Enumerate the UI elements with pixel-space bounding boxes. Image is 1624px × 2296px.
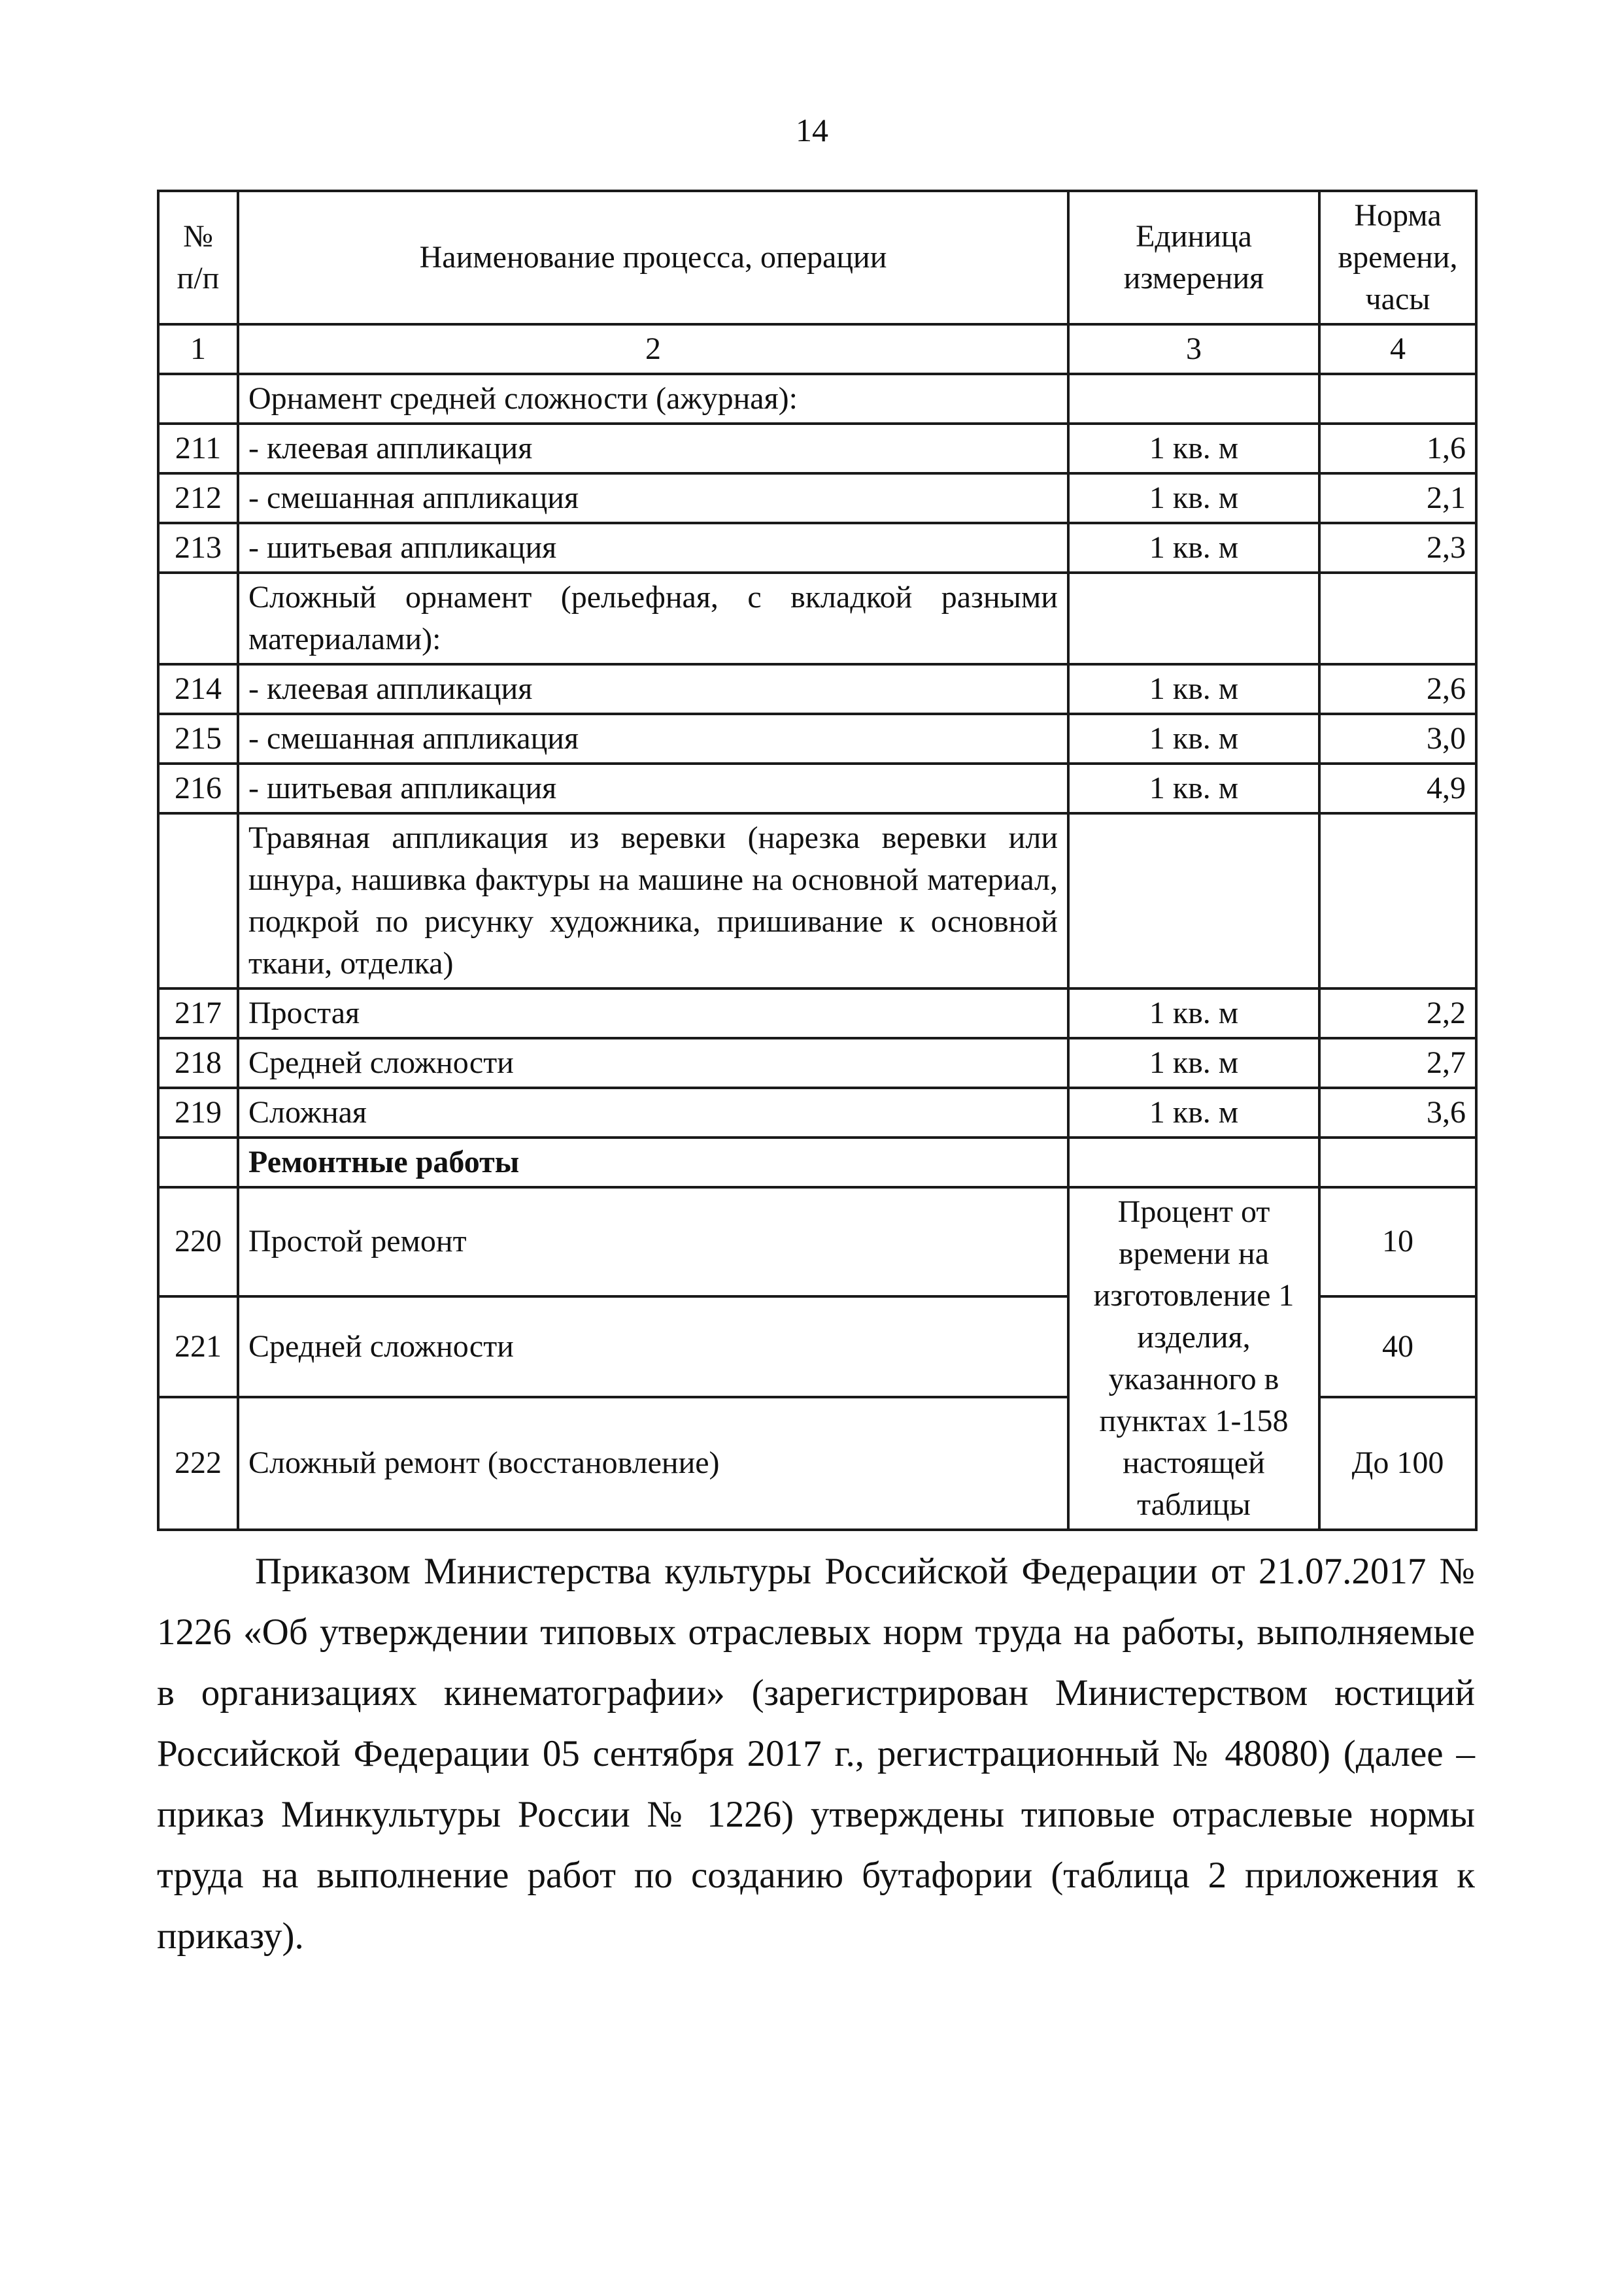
row-num: 212 (158, 473, 238, 523)
header-name: Наименование процесса, операции (238, 191, 1068, 324)
row-name: - клеевая аппликация (238, 424, 1068, 473)
row-norm: 2,2 (1319, 988, 1476, 1038)
repair-unit-merged: Процент от времени на изготовление 1 изделия, указанного в пунктах 1-158 настоящей таблицы (1068, 1187, 1319, 1530)
row-norm: 3,0 (1319, 714, 1476, 764)
row-name: - клеевая аппликация (238, 664, 1068, 714)
row-num: 221 (158, 1296, 238, 1397)
index-4: 4 (1319, 324, 1476, 374)
row-num: 219 (158, 1088, 238, 1138)
row-name: - смешанная аппликация (238, 714, 1068, 764)
row-num: 213 (158, 523, 238, 573)
row-name: Простая (238, 988, 1068, 1038)
row-unit: 1 кв. м (1068, 424, 1319, 473)
row-num: 211 (158, 424, 238, 473)
row-name: Орнамент средней сложности (ажурная): (238, 374, 1068, 424)
row-name: - шитьевая аппликация (238, 764, 1068, 813)
row-unit: 1 кв. м (1068, 764, 1319, 813)
table-row (158, 424, 1476, 473)
row-name: Сложный орнамент (рельефная, с вкладкой разными материалами): (238, 573, 1068, 664)
table-index-row (158, 324, 1476, 374)
section-title-repair: Ремонтные работы (238, 1138, 1068, 1187)
table-header-row (158, 191, 1476, 324)
row-unit: 1 кв. м (1068, 523, 1319, 573)
row-unit: 1 кв. м (1068, 664, 1319, 714)
row-unit: 1 кв. м (1068, 714, 1319, 764)
page-number: 14 (796, 112, 828, 148)
body-paragraph: Приказом Министерства культуры Российской Федерации от 21.07.2017 № 1226 «Об утверждении типовых отраслевых норм труда на работы, выполняемые в организациях кинематографии» (зарегистрирован Министерством юстиций Российской Федерации 05 сентября 2017 г., регистрационный № 48080) (далее – приказ Минкультуры России № 1226) утверждены типовые отраслевые нормы труда на выполнение работ по созданию бутафории (таблица 2 приложения к приказу). (157, 1551, 1475, 1957)
row-norm: 2,6 (1319, 664, 1476, 714)
row-num: 216 (158, 764, 238, 813)
row-unit (1068, 1138, 1319, 1187)
row-num (158, 813, 238, 988)
row-name: Средней сложности (238, 1038, 1068, 1088)
row-num: 222 (158, 1397, 238, 1530)
table-row (158, 714, 1476, 764)
row-num (158, 374, 238, 424)
row-norm: 10 (1319, 1187, 1476, 1296)
row-norm: 2,3 (1319, 523, 1476, 573)
row-name: Сложная (238, 1088, 1068, 1138)
table-row (158, 1187, 1476, 1296)
table-row (158, 1088, 1476, 1138)
row-name: Средней сложности (238, 1296, 1068, 1397)
index-3: 3 (1068, 324, 1319, 374)
table-row (158, 988, 1476, 1038)
header-unit: Единица измерения (1068, 191, 1319, 324)
row-norm (1319, 573, 1476, 664)
row-num: 217 (158, 988, 238, 1038)
index-1: 1 (158, 324, 238, 374)
table-row (158, 813, 1476, 988)
table-row (158, 374, 1476, 424)
table-row (158, 523, 1476, 573)
row-num (158, 573, 238, 664)
row-unit (1068, 573, 1319, 664)
row-norm: 4,9 (1319, 764, 1476, 813)
table-row (158, 664, 1476, 714)
row-name: Простой ремонт (238, 1187, 1068, 1296)
row-unit (1068, 374, 1319, 424)
row-unit: 1 кв. м (1068, 1038, 1319, 1088)
row-num: 218 (158, 1038, 238, 1088)
row-num (158, 1138, 238, 1187)
row-name: - шитьевая аппликация (238, 523, 1068, 573)
row-norm: 2,7 (1319, 1038, 1476, 1088)
row-norm (1319, 1138, 1476, 1187)
row-name: - смешанная аппликация (238, 473, 1068, 523)
index-2: 2 (238, 324, 1068, 374)
row-name: Сложный ремонт (восстановление) (238, 1397, 1068, 1530)
row-num: 220 (158, 1187, 238, 1296)
row-name: Травяная аппликация из веревки (нарезка веревки или шнура, нашивка фактуры на машине на основной материал, подкрой по рисунку художника, пришивание к основной ткани, отделка) (238, 813, 1068, 988)
table-row (158, 1038, 1476, 1088)
table-row (158, 473, 1476, 523)
row-norm: 40 (1319, 1296, 1476, 1397)
header-norm: Норма времени, часы (1319, 191, 1476, 324)
header-num: № п/п (158, 191, 238, 324)
row-unit: 1 кв. м (1068, 988, 1319, 1038)
row-norm: До 100 (1319, 1397, 1476, 1530)
row-unit: 1 кв. м (1068, 1088, 1319, 1138)
table-row (158, 764, 1476, 813)
row-norm (1319, 374, 1476, 424)
row-num: 215 (158, 714, 238, 764)
table-row (158, 573, 1476, 664)
row-unit (1068, 813, 1319, 988)
row-norm: 2,1 (1319, 473, 1476, 523)
row-norm: 1,6 (1319, 424, 1476, 473)
row-norm (1319, 813, 1476, 988)
row-norm: 3,6 (1319, 1088, 1476, 1138)
row-unit: 1 кв. м (1068, 473, 1319, 523)
row-num: 214 (158, 664, 238, 714)
table-row (158, 1138, 1476, 1187)
norms-table (157, 190, 1478, 1531)
